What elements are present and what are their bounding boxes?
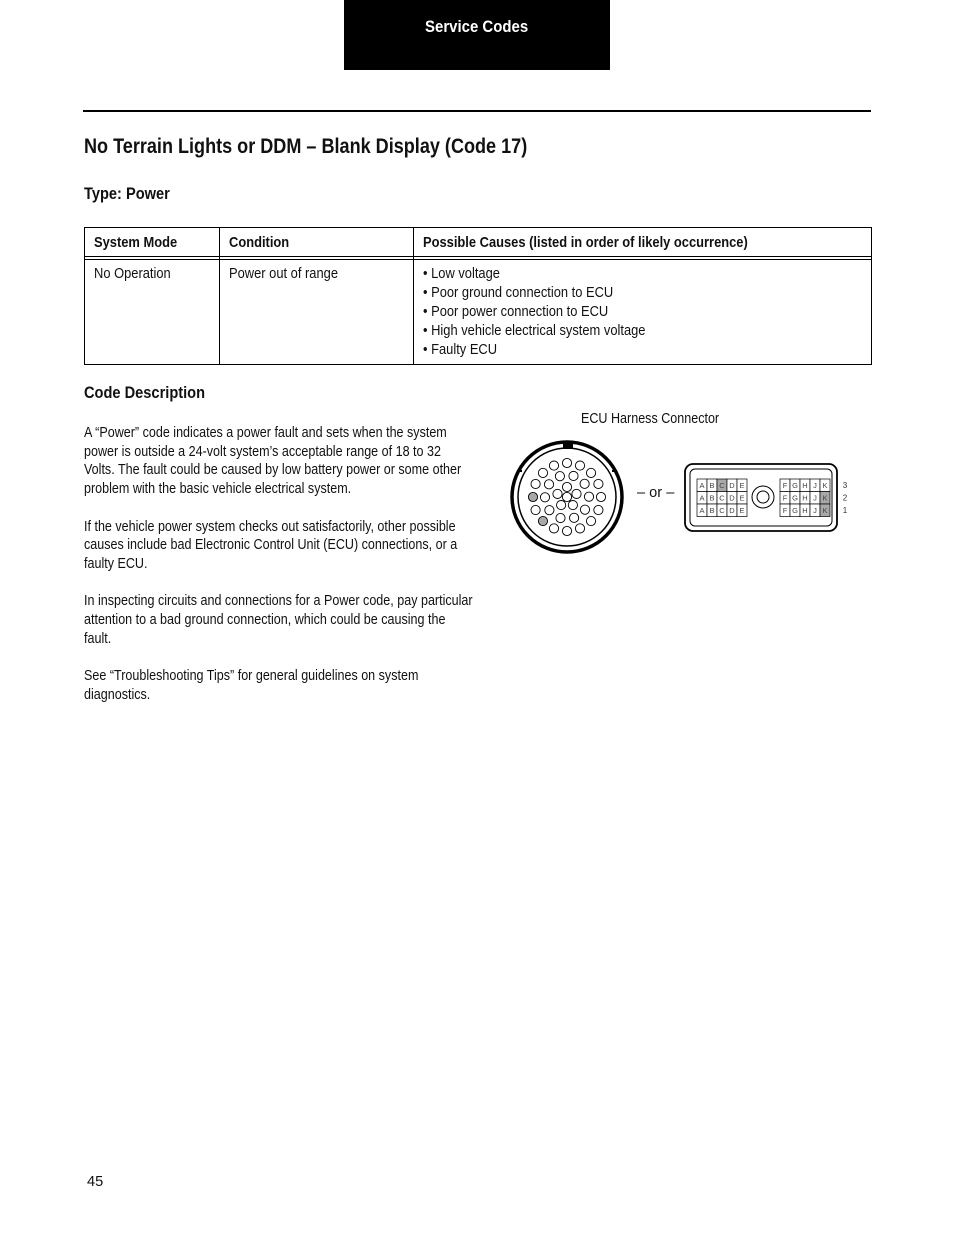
pin-letter: K — [822, 506, 828, 515]
cause-item: • Low voltage — [423, 265, 500, 282]
pin-letter: E — [739, 481, 745, 490]
round-pin — [569, 471, 578, 480]
row-number: 2 — [842, 493, 848, 503]
pin-letter: G — [792, 481, 798, 490]
pin-letter: F — [782, 506, 788, 515]
code-description-text — [84, 424, 474, 723]
round-pin — [572, 489, 581, 498]
round-pin — [557, 500, 566, 509]
row-number: 1 — [842, 506, 848, 515]
pin-letter: J — [813, 493, 817, 503]
round-pin — [556, 513, 565, 522]
description-paragraph: A “Power” code indicates a power fault and sets when the system power is outside a 24-volt system’s acceptable range of 18 to 32 Volts. The fault could be caused by low battery power or some other problem with the basic vehicle electrical system. — [84, 425, 462, 498]
cause-item: • Faulty ECU — [423, 341, 498, 358]
cell-possible-causes — [414, 260, 872, 365]
round-pin — [596, 492, 605, 501]
pin-letter: F — [782, 481, 788, 490]
round-pin — [562, 526, 571, 535]
round-pin — [549, 461, 558, 470]
pin-letter: A — [699, 481, 705, 490]
round-pin — [569, 513, 578, 522]
round-pin — [528, 492, 537, 501]
round-pin — [562, 482, 571, 491]
round-pin — [553, 489, 562, 498]
header-condition: Condition — [220, 228, 414, 257]
pin-letter: H — [802, 481, 808, 490]
cause-item: • Poor ground connection to ECU — [423, 284, 614, 301]
row-number: 3 — [842, 481, 848, 490]
round-pin — [531, 505, 540, 514]
header-rule — [83, 110, 871, 112]
round-pin — [538, 516, 547, 525]
round-pin — [545, 506, 554, 515]
round-pin — [544, 480, 553, 489]
rectangular-connector — [685, 464, 848, 531]
round-pin — [549, 524, 558, 533]
round-pin — [584, 492, 593, 501]
round-pin — [538, 468, 547, 477]
pin-letter: B — [709, 506, 715, 515]
pin-letter: E — [739, 493, 745, 503]
cause-item: • Poor power connection to ECU — [423, 303, 609, 320]
page-title: No Terrain Lights or DDM – Blank Display (Code 17) — [84, 135, 528, 158]
or-label: – or – — [637, 485, 675, 501]
round-pin — [586, 468, 595, 477]
pin-letter: E — [739, 506, 745, 515]
pin-letter: A — [699, 506, 705, 515]
possible-causes-table — [84, 227, 872, 365]
round-pin — [562, 492, 571, 501]
header-tab-label: Service Codes — [425, 17, 529, 36]
pin-letter: F — [782, 493, 788, 503]
round-pin — [562, 458, 571, 467]
round-pin — [594, 505, 603, 514]
pin-letter: J — [813, 506, 817, 515]
pin-letter: C — [719, 481, 725, 490]
round-pin — [555, 472, 564, 481]
cause-item: • High vehicle electrical system voltage — [423, 322, 646, 339]
pin-letter: A — [699, 493, 705, 503]
round-pin — [540, 493, 549, 502]
pin-letter: C — [719, 506, 725, 515]
page-number: 45 — [87, 1174, 104, 1190]
round-pin — [594, 479, 603, 488]
pin-letter: B — [709, 493, 715, 503]
pin-letter: K — [822, 481, 828, 490]
round-pin — [568, 500, 577, 509]
pin-letter: K — [822, 493, 828, 503]
description-paragraph: If the vehicle power system checks out satisfactorily, other possible causes include bad Electronic Control Unit (ECU) connections, or a faulty ECU. — [84, 518, 458, 572]
type-label: Type: Power — [84, 184, 170, 203]
pin-letter: D — [729, 506, 735, 515]
header-possible-causes: Possible Causes (listed in order of likely occurrence) — [414, 228, 872, 257]
table-header-row — [85, 228, 872, 257]
description-paragraph: See “Troubleshooting Tips” for general guidelines on system diagnostics. — [84, 668, 419, 703]
pin-letter: H — [802, 506, 808, 515]
code-description-heading: Code Description — [84, 383, 206, 402]
table-row — [85, 260, 872, 365]
row-numbers — [843, 481, 848, 515]
round-pin — [575, 524, 584, 533]
round-pin — [580, 479, 589, 488]
round-pin — [580, 505, 589, 514]
cell-system-mode: No Operation — [85, 260, 220, 365]
pin-letter: J — [813, 481, 817, 490]
pin-letter: B — [709, 481, 715, 490]
round-connector — [512, 442, 622, 552]
description-paragraph: In inspecting circuits and connections for a Power code, pay particular attention to a bad ground connection, which could be causing the fault. — [84, 593, 473, 647]
ecu-harness-connector-figure — [505, 445, 848, 555]
pin-letter: H — [802, 493, 808, 503]
pin-letter: G — [792, 493, 798, 503]
pin-letter: D — [729, 493, 735, 503]
round-pin — [575, 461, 584, 470]
round-pin — [586, 516, 595, 525]
header-tab — [344, 0, 610, 70]
figure-caption: ECU Harness Connector — [581, 411, 720, 427]
round-pin — [531, 479, 540, 488]
header-system-mode: System Mode — [85, 228, 220, 257]
pin-letter: G — [792, 506, 798, 515]
pin-letter: D — [729, 481, 735, 490]
pin-letter: C — [719, 493, 725, 503]
cell-condition: Power out of range — [220, 260, 414, 365]
